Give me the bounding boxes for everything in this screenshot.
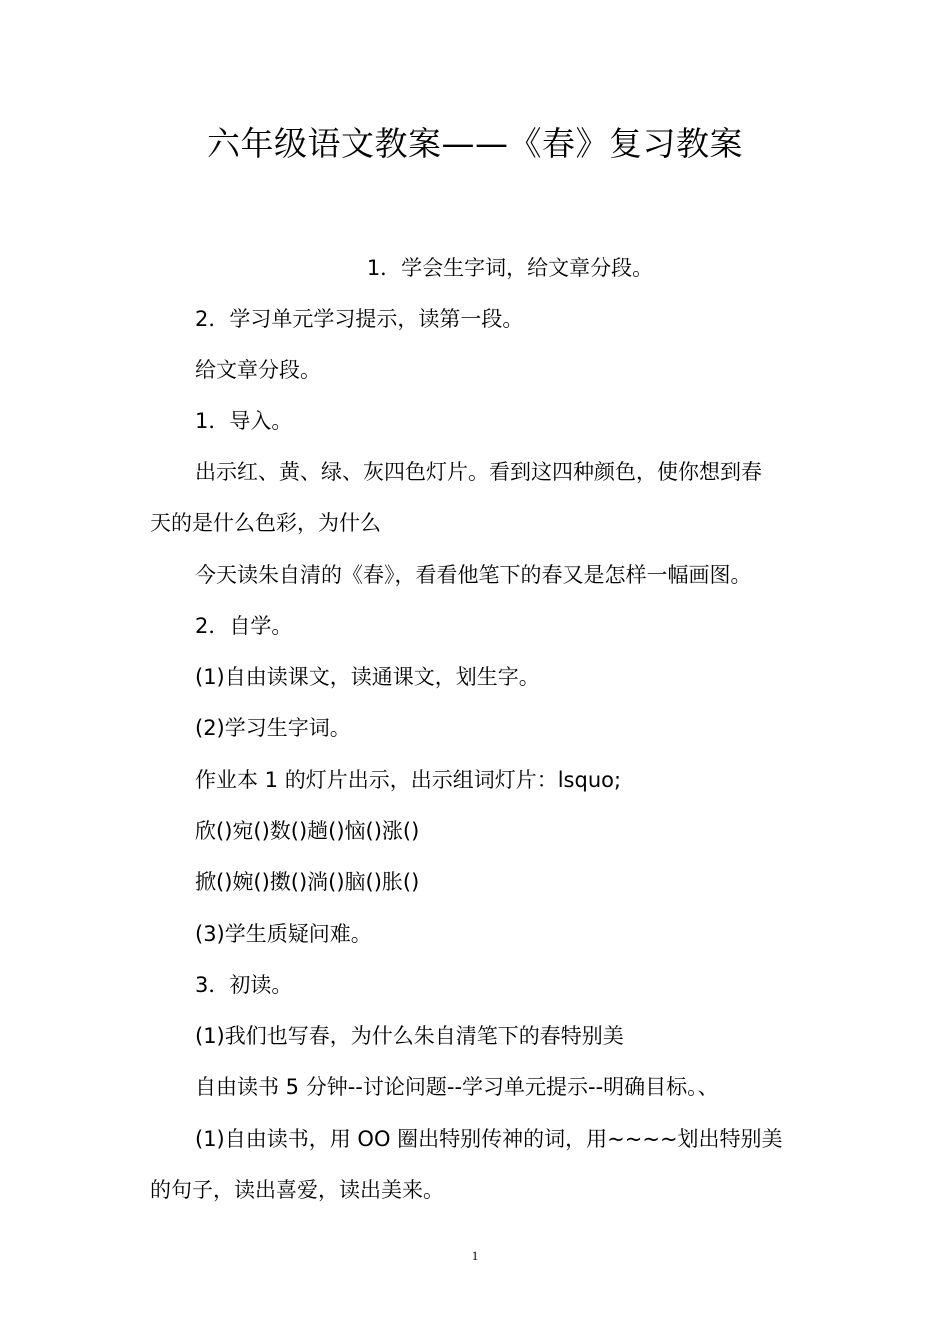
paragraph-continuation: 天的是什么色彩，为什么 bbox=[150, 511, 381, 535]
paragraph: 掀()婉()擞()淌()脑()胀() bbox=[195, 870, 420, 894]
paragraph: (1)我们也写春，为什么朱自清笔下的春特别美 bbox=[195, 1024, 624, 1048]
document-title: 六年级语文教案——《春》复习教案 bbox=[207, 124, 743, 163]
paragraph-continuation: 的句子，读出喜爱，读出美来。 bbox=[150, 1178, 444, 1202]
paragraph: 2．学习单元学习提示，读第一段。 bbox=[195, 307, 524, 331]
paragraph: 出示红、黄、绿、灰四色灯片。看到这四种颜色，使你想到春 bbox=[195, 460, 762, 484]
paragraph: 作业本 1 的灯片出示，出示组词灯片：lsquo; bbox=[195, 768, 622, 792]
page-number: 1 bbox=[471, 1248, 479, 1263]
paragraph: (1)自由读课文，读通课文，划生字。 bbox=[195, 665, 540, 689]
paragraph: 3．初读。 bbox=[195, 973, 293, 997]
paragraph: 欣()宛()数()趟()恼()涨() bbox=[195, 819, 420, 843]
paragraph: (2)学习生字词。 bbox=[195, 716, 351, 740]
paragraph: 1．学会生字词，给文章分段。 bbox=[366, 256, 654, 280]
paragraph: (1)自由读书，用 OO 圈出特别传神的词，用~~~~划出特别美 bbox=[195, 1127, 783, 1151]
paragraph: (3)学生质疑问难。 bbox=[195, 922, 372, 946]
paragraph: 给文章分段。 bbox=[195, 358, 321, 382]
paragraph: 2．自学。 bbox=[195, 614, 293, 638]
paragraph: 1．导入。 bbox=[195, 409, 293, 433]
paragraph: 今天读朱自清的《春》，看看他笔下的春又是怎样一幅画图。 bbox=[195, 563, 752, 587]
paragraph: 自由读书 5 分钟--讨论问题--学习单元提示--明确目标。、 bbox=[195, 1075, 719, 1099]
